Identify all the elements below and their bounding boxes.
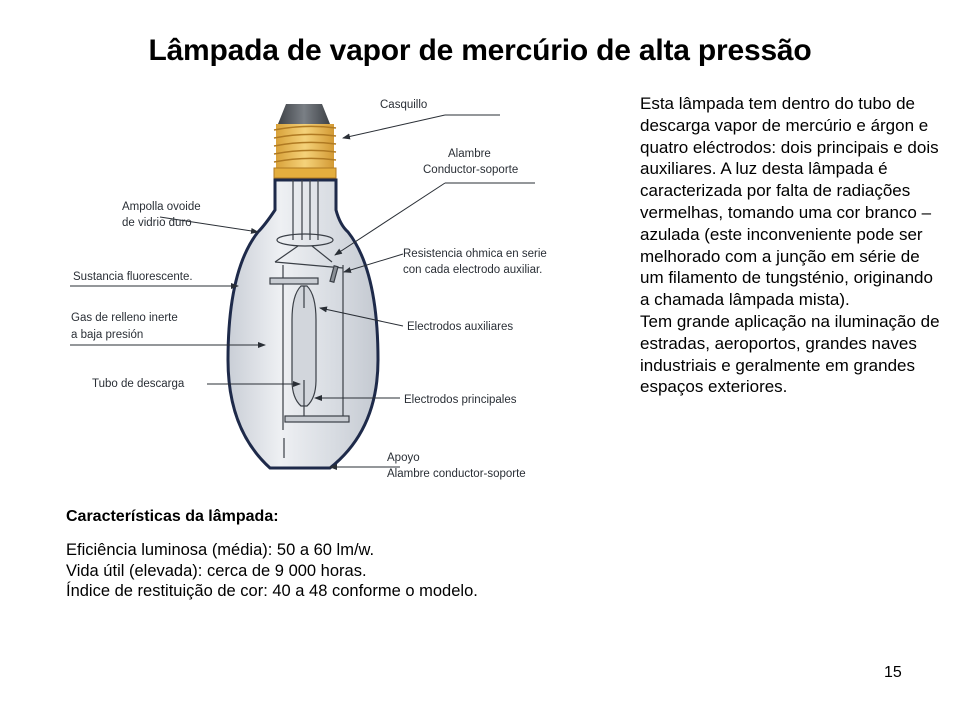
label-tubo: Tubo de descarga <box>92 378 185 390</box>
characteristic-efficiency: Eficiência luminosa (média): 50 a 60 lm/w. <box>66 541 375 559</box>
label-sustancia: Sustancia fluorescente. <box>73 271 193 283</box>
lamp-diagram <box>60 80 620 480</box>
label-ampolla-2: de vidrio duro <box>122 217 192 229</box>
label-alambre: Alambre <box>448 148 491 160</box>
label-apoyo: Apoyo <box>387 452 420 464</box>
label-gas-2: a baja presión <box>71 329 144 341</box>
label-electrodos-auxiliares: Electrodos auxiliares <box>407 321 514 333</box>
label-gas-1: Gas de relleno inerte <box>71 312 178 324</box>
description-paragraph-2: Tem grande aplicação na iluminação de estradas, aeroportos, grandes naves industriais e geralmente em grandes espaços exteriores. <box>640 311 940 397</box>
description-text <box>640 93 940 398</box>
characteristic-color-index: Índice de restituição de cor: 40 a 48 conforme o modelo. <box>66 582 478 600</box>
description-paragraph-1: Esta lâmpada tem dentro do tubo de descarga vapor de mercúrio e árgon e quatro eléctrodos: dois principais e dois auxiliares. A luz desta lâmpada é caracterizada por falta de radiações vermelhas, tomando uma cor branco – azulada (este inconveniente pode ser melhorado com a junção em série de um filamento de tungsténio, originando a chamada lâmpada mista). <box>640 94 939 310</box>
label-resistencia-1: Resistencia ohmica en serie <box>403 248 547 260</box>
label-apoyo-alambre: Alambre conductor-soporte <box>387 468 526 480</box>
label-resistencia-2: con cada electrodo auxiliar. <box>403 264 543 276</box>
label-electrodos-principales: Electrodos principales <box>404 394 517 406</box>
characteristic-lifetime: Vida útil (elevada): cerca de 9 000 horas. <box>66 561 367 580</box>
label-ampolla-1: Ampolla ovoide <box>122 201 201 213</box>
slide-title: Lâmpada de vapor de mercúrio de alta pressão <box>148 34 812 67</box>
characteristics-heading: Características da lâmpada: <box>66 508 279 525</box>
page-number: 15 <box>884 664 902 681</box>
characteristics-section <box>66 508 626 602</box>
label-conductor-soporte: Conductor-soporte <box>423 164 519 176</box>
label-casquillo: Casquillo <box>380 99 428 111</box>
